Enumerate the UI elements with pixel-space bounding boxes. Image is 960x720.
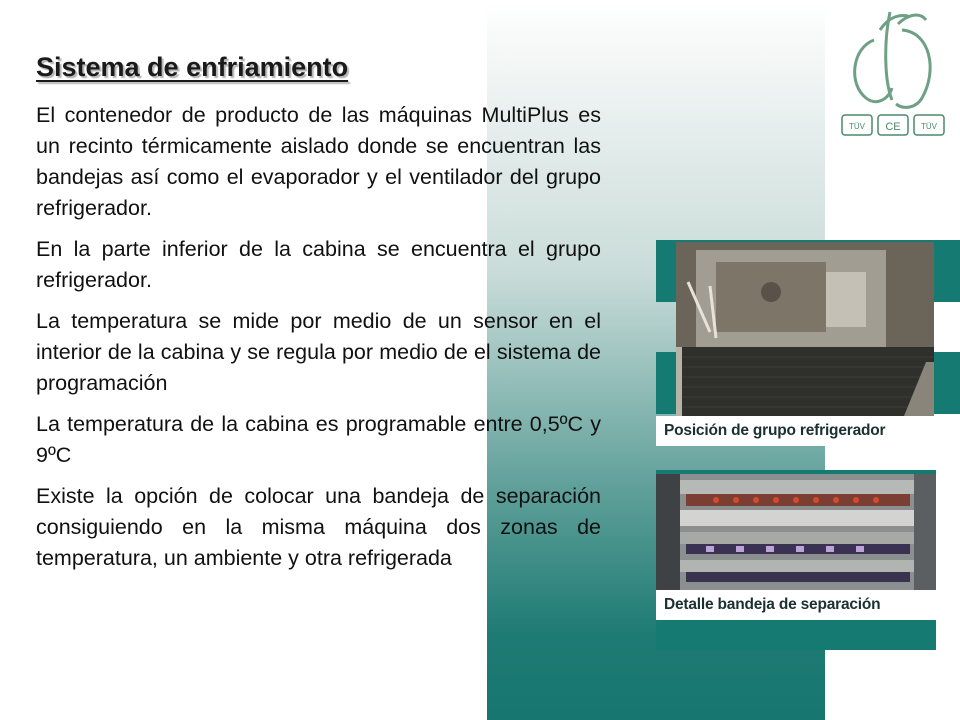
slide-title: Sistema de enfriamiento [36, 52, 349, 82]
photo-caption-refrigeration: Posición de grupo refrigerador [656, 416, 936, 446]
certification-badges [842, 115, 944, 135]
paragraph-2: En la parte inferior de la cabina se encuentra el grupo refrigerador. [36, 237, 601, 292]
badge-tuv-right: TÜV [921, 122, 937, 131]
paragraph-4: La temperatura de la cabina es programable entre 0,5ºC y 9ºC [36, 412, 601, 467]
paragraph-3: La temperatura se mide por medio de un sensor en el interior de la cabina y se regula por medio de el sistema de programación [36, 309, 601, 395]
dj-monogram-logo-icon [838, 0, 948, 148]
badge-tuv-left: TÜV [849, 122, 865, 131]
paragraph-1: El contenedor de producto de las máquinas MultiPlus es un recinto térmicamente aislado donde se encuentran las bandejas así como el evaporador y el ventilador del grupo refrigerador. [36, 103, 601, 220]
body-text [36, 100, 601, 584]
refrigeration-unit-photo [676, 242, 934, 416]
badge-ce: CE [885, 121, 901, 133]
photo-caption-separation: Detalle bandeja de separación [656, 590, 936, 620]
paragraph-5: Existe la opción de colocar una bandeja de separación consiguiendo en la misma máquina dos zonas de temperatura, un ambiente y otra refrigerada [36, 484, 601, 570]
company-logo [838, 0, 948, 148]
separation-tray-photo [656, 474, 936, 590]
